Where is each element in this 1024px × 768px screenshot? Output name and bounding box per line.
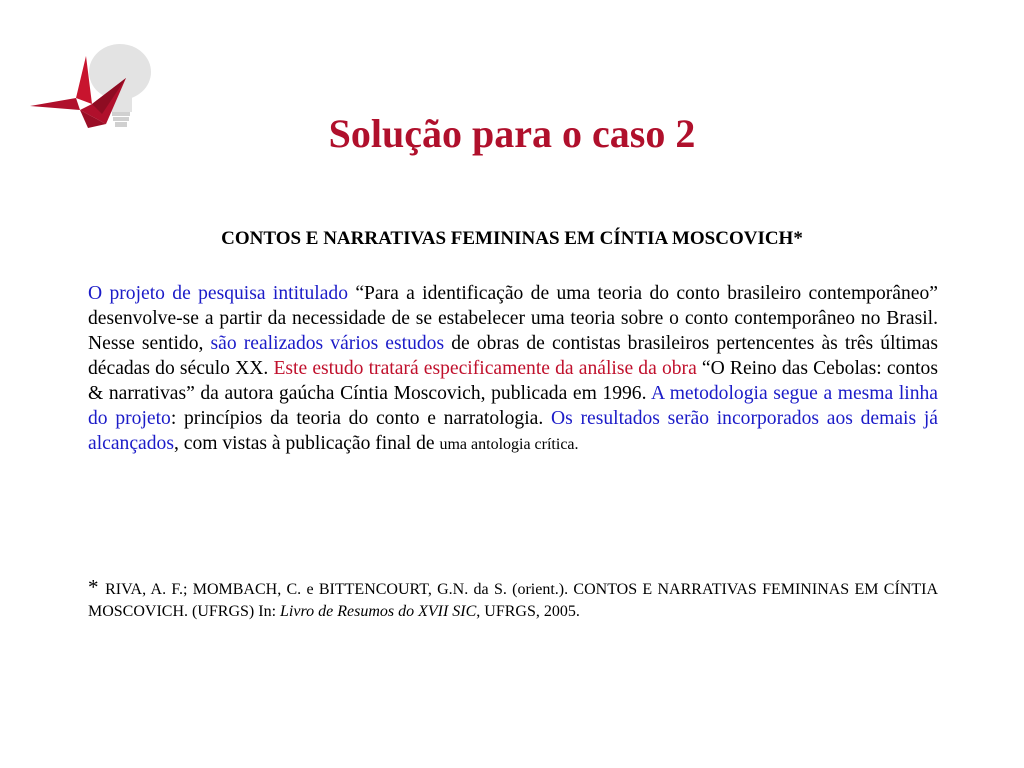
text-segment: : princípios da teoria do conto e narratologia.: [170, 408, 551, 429]
text-segment: “Para a identificação de uma teoria do conto brasileiro contemporâneo” desenvolve-se a partir da necessidade de se estabelecer uma teoria sobre o conto contemporâneo no Brasil. Nesse sentido,: [88, 283, 938, 354]
text-segment: , com vistas à publicação final de: [173, 433, 440, 454]
highlight-analysis: Este estudo tratará especificamente da análise da obra: [273, 358, 697, 379]
footnote: [88, 576, 938, 623]
footnote-citation: RIVA, A. F.; MOMBACH, C. e BITTENCOURT, G.N. da S. (orient.). CONTOS E NARRATIVAS FEMININAS EM CÍNTIA MOSCOVICH. (UFRGS) In:: [88, 581, 939, 620]
footnote-marker: *: [88, 575, 106, 599]
highlight-methodology: A metodologia segue a mesma linha do projeto: [88, 383, 939, 429]
highlight-project: O projeto de pesquisa intitulado: [88, 283, 348, 304]
text-segment-small: uma antologia crítica.: [439, 436, 579, 453]
text-segment: “O Reino das Cebolas: contos & narrativas” da autora gaúcha Cíntia Moscovich, publicada em 1996.: [88, 358, 938, 404]
text-segment: de obras de contistas brasileiros pertencentes às três últimas décadas do século XX.: [88, 333, 938, 379]
footnote-end: , UFRGS, 2005.: [476, 603, 580, 620]
body-paragraph: [88, 281, 938, 457]
highlight-results: Os resultados serão incorporados aos demais já alcançados: [88, 408, 938, 454]
footnote-source-title: Livro de Resumos do XVII SIC: [280, 603, 477, 620]
slide-title: Solução para o caso 2: [328, 111, 696, 156]
document-heading: CONTOS E NARRATIVAS FEMININAS EM CÍNTIA MOSCOVICH*: [221, 228, 803, 249]
highlight-studies: são realizados vários estudos: [210, 333, 445, 354]
